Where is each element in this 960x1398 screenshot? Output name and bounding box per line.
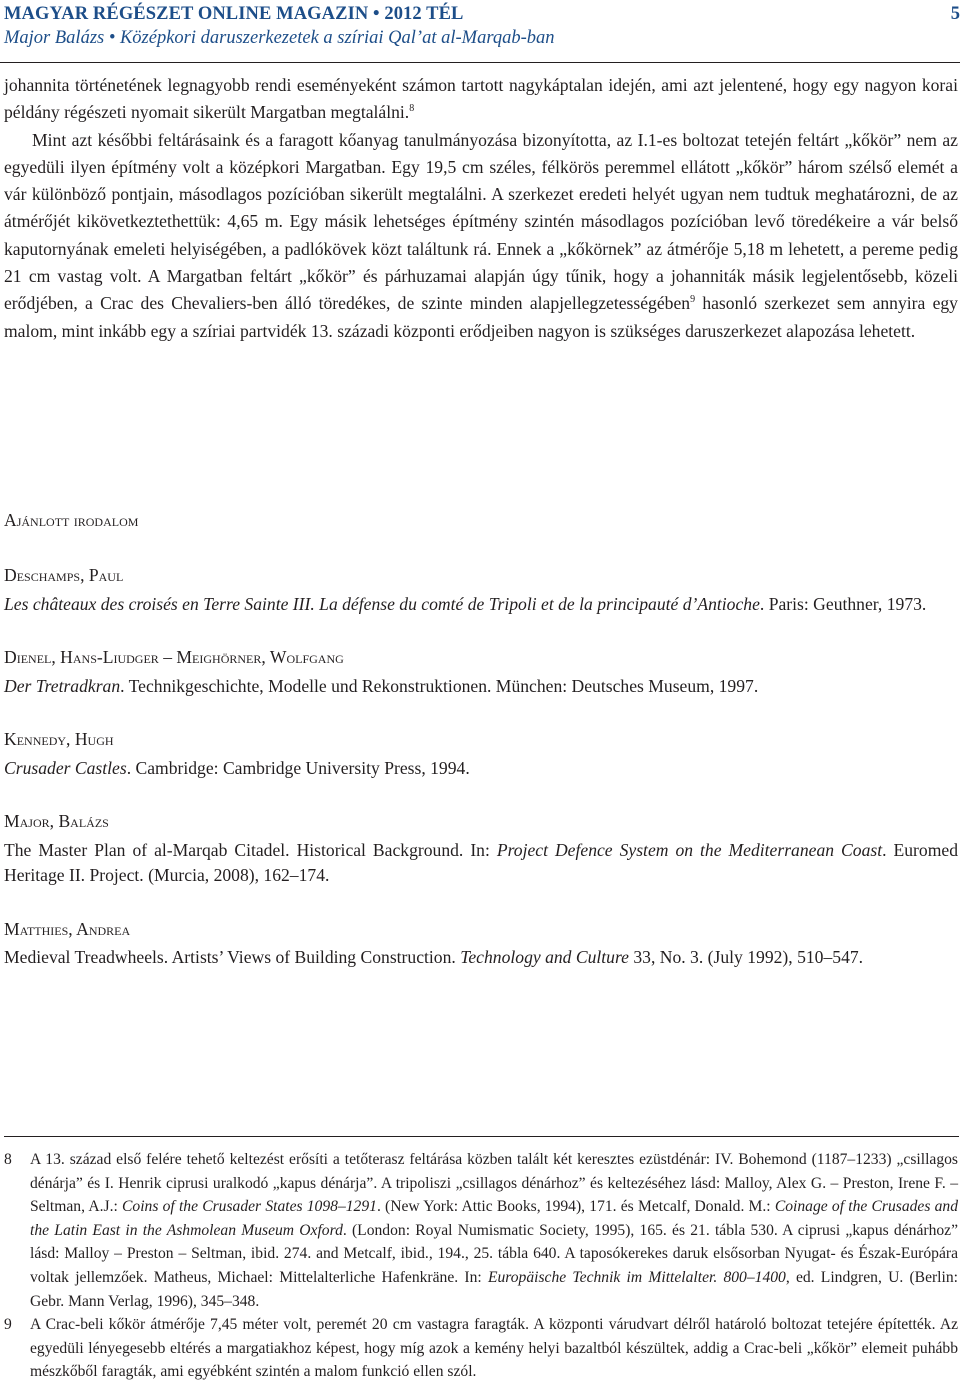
reference-citation: Der Tretradkran. Technikgeschichte, Modelle und Rekonstruktionen. München: Deutsches Museum, 1997.	[4, 675, 759, 696]
reference-author: Kennedy, Hugh	[4, 729, 114, 749]
reference-citation: Crusader Castles. Cambridge: Cambridge University Press, 1994.	[4, 757, 470, 778]
footnote-8: 8 A 13. század első felére tehető keltezést erősíti a tetőterasz feltárása közben talált két keresztes ezüstdénár: IV. Bohemond (1187–1233) „csillagos dénárja” és I. Henrik ciprusi uralkodó „kapus dénárja”. A tripoliszi „csillagos dénárhoz” és keltezéséhez lásd: Malloy, Alex G. – Preston, Irene F. – Seltman, A.J.: Coins of the Crusader States 1098–1291. (New York: Attic Books, 1994), 171. és Metcalf, Donald. M.: Coinage of the Crusades and the Latin East in the Ashmolean Museum Oxford. (London: Royal Numismatic Society, 1995), 165. és 21. tábla 530. A ciprusi „kapus dénárhoz” lásd: Malloy – Preston – Seltman, ibid. 274. and Metcalf, ibid., 194., 25. tábla 640. A taposókerekes daruk elsősorban Nyugat- és Észak-Európára voltak jellemzőek. Matheus, Michael: Mittelalterliche Hafenkräne. In: Europäische Technik im Mittelalter. 800–1400, ed. Lindgren, U. (Berlin: Gebr. Mann Verlag, 1996), 345–348.	[4, 1148, 958, 1313]
running-title	[4, 26, 960, 50]
footnote-ref: 8	[409, 103, 415, 115]
reference-item	[4, 809, 958, 889]
reference-citation: Les châteaux des croisés en Terre Sainte III. La défense du comté de Tripoli et de la principauté d’Antioche. Paris: Geuthner, 1973.	[4, 593, 927, 614]
magazine-title: MAGYAR RÉGÉSZET ONLINE MAGAZIN • 2012 TÉL	[4, 4, 464, 24]
paragraph: johannita történetének legnagyobb rendi eseményeként számon tartott nagykáptalan idején, ami azt jelentené, hogy egy nagyon korai példány régészeti nyomait sikerült Margatban megtalálni.$^8$	[4, 75, 958, 123]
running-author: Major Balázs	[4, 28, 105, 48]
paragraph: Mint azt későbbi feltárásaink és a faragott kőanyag tanulmányozása bizonyította, az I.1-es boltozat tetején feltárt „kőkör” nem az egyedüli ilyen építmény volt a középkori Margatban. Egy 19,5 cm széles, félkörös peremmel ellátott „kőkör” három szélső elemét a vár különböző pontjain, másodlagos pozícióban sikerült megtalálni. A szerkezet eredeti helyét ugyan nem tudtuk meghatározni, de az átmérőjét kikövetkeztethettük: 4,65 m. Egy másik lehetséges építmény szintén másodlagos pozícióban levő töredékeire a vár belső kaputornyának emeleti helyiségében, a padlókövek közt találtunk rá. Ennek a „kőkörnek” az átmérője 5,18 m lehetett, a pereme pedig 21 cm vastag volt. A Margatban feltárt „kőkör” és párhuzamai alapján úgy tűnik, hogy a johanniták másik legjelentősebb, közeli erődjében, a Crac des Chevaliers-ben álló töredékes, de szinte minden alapjellegzetességében$^9$ hasonló szerkezet sem annyira egy malom, mint inkább egy a szíriai partvidék 13. századi központi erődjeiben nagyon is szükséges daruszerkezet alapozása lehetett.	[4, 129, 958, 341]
reference-item	[4, 917, 958, 971]
running-article-title: Középkori daruszerkezetek a szíriai Qal’at al-Marqab-ban	[119, 28, 555, 48]
footnote-9: 9 A Crac-beli kőkör átmérője 7,45 méter volt, peremét 20 cm vastagra faragták. A központi várudvart délről határoló boltozat tetejére építették. Az egyedüli lényegesebb eltérés a margatiakhoz képest, hogy míg azok a kemény helyi bazaltból készültek, addig a Crac-beli „kőkör” elemeit puhább mészkőből faragták, ami egyébként szintén a malom funkció ellen szól.	[4, 1313, 958, 1384]
footnote-number: 8	[4, 1151, 12, 1168]
reference-citation: Medieval Treadwheels. Artists’ Views of Building Construction. Technology and Culture 33, No. 3. (July 1992), 510–547.	[4, 947, 864, 967]
reference-author: Major, Balázs	[4, 811, 109, 831]
footnote-rule	[4, 1136, 959, 1137]
header-rule	[0, 62, 960, 63]
reference-author: Matthies, Andrea	[4, 918, 131, 939]
reference-citation: The Master Plan of al-Marqab Citadel. Historical Background. In: Project Defence System on the Mediterranean Coast. Euromed Heritage II. Project. (Murcia, 2008), 162–174.	[4, 839, 958, 885]
reference-item	[4, 727, 958, 781]
reference-author: Deschamps, Paul	[4, 565, 124, 585]
reference-item	[4, 563, 958, 617]
reference-item	[4, 645, 958, 699]
running-separator: •	[104, 28, 120, 48]
footnotes	[4, 1148, 958, 1384]
reference-author: Dienel, Hans-Liudger – Meighörner, Wolfgang	[4, 647, 344, 667]
reference-list	[4, 563, 958, 999]
footnote-ref: 9	[690, 294, 696, 306]
section-title: Ajánlott irodalom	[4, 510, 139, 530]
page-number: 5	[950, 4, 960, 24]
body-text	[4, 72, 958, 345]
footnote-number: 9	[4, 1316, 12, 1334]
page-header	[4, 2, 960, 50]
